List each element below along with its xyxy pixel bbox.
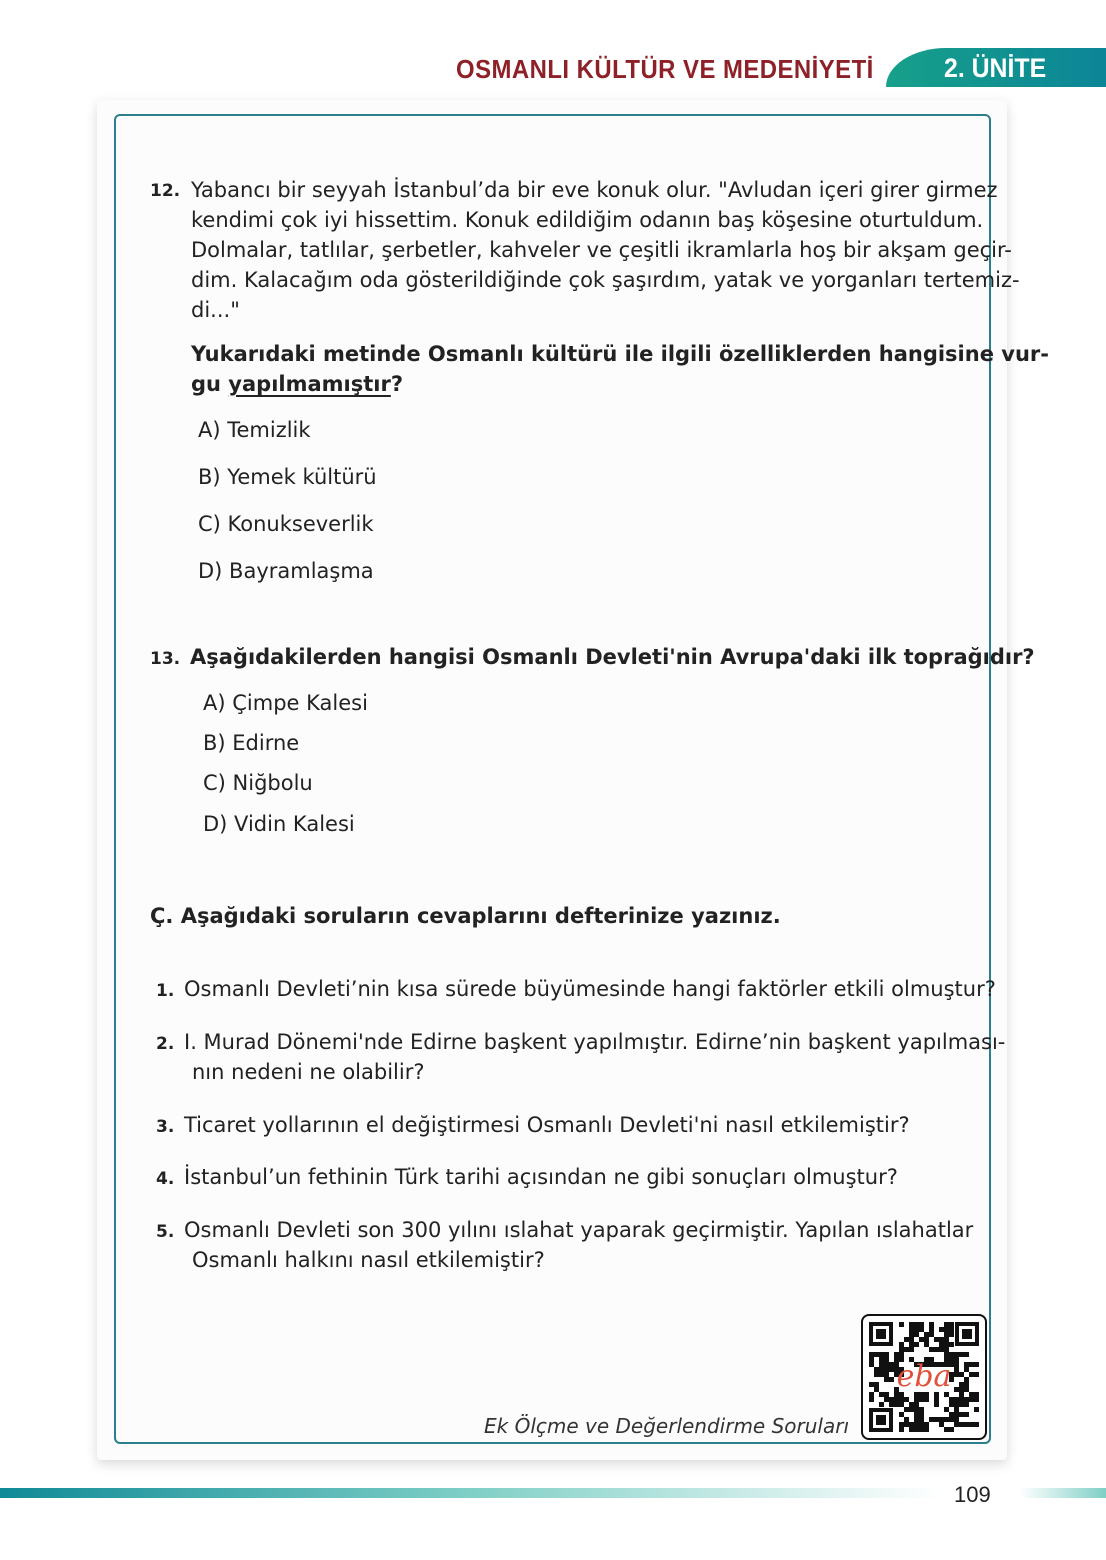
emphasis-text: yapılmamıştır	[228, 372, 391, 396]
footer-bar	[0, 1488, 940, 1498]
text-line: Osmanlı Devleti son 300 yılını ıslahat yaparak geçirmiştir. Yapılan ıslahatlar	[184, 1218, 974, 1242]
option-c[interactable]: C) Konukseverlik	[198, 512, 374, 536]
text-line: kendimi çok iyi hissettim. Konuk edildiğim odanın baş köşesine oturtuldum.	[191, 208, 984, 232]
option-d[interactable]: D) Vidin Kalesi	[203, 812, 355, 836]
question-number: 4.	[156, 1169, 175, 1189]
open-question	[184, 1027, 1005, 1087]
text-line: di..."	[191, 298, 240, 322]
open-question: Ticaret yollarının el değiştirmesi Osmanlı Devleti'ni nasıl etkilemiştir?	[184, 1113, 910, 1137]
page-number: 109	[954, 1482, 991, 1507]
question-number: 12.	[150, 181, 181, 201]
question-number: 3.	[156, 1117, 175, 1137]
question-13-prompt: Aşağıdakilerden hangisi Osmanlı Devleti'nin Avrupa'daki ilk toprağıdır?	[190, 645, 1035, 669]
question-number: 2.	[156, 1034, 175, 1054]
section-heading: Ç. Aşağıdaki soruların cevaplarını defterinize yazınız.	[150, 904, 781, 928]
qr-code[interactable]	[861, 1314, 987, 1440]
extra-assessment-label: Ek Ölçme ve Değerlendirme Soruları	[484, 1414, 850, 1438]
question-number: 5.	[156, 1222, 175, 1242]
prompt-line	[191, 369, 1049, 399]
option-b[interactable]: B) Yemek kültürü	[198, 465, 377, 489]
text-line: Osmanlı halkını nasıl etkilemiştir?	[192, 1248, 545, 1272]
text-line: dim. Kalacağım oda gösterildiğinde çok şaşırdım, yatak ve yorganları tertemiz-	[191, 268, 1020, 292]
question-number: 1.	[156, 981, 175, 1001]
footer-bar	[1020, 1488, 1106, 1498]
text-line: Dolmalar, tatlılar, şerbetler, kahveler ve çeşitli ikramlarla hoş bir akşam geçir-	[191, 238, 1012, 262]
option-b[interactable]: B) Edirne	[203, 731, 300, 755]
prompt-text: gu	[191, 372, 229, 396]
text-line: nın nedeni ne olabilir?	[192, 1060, 425, 1084]
question-12-text	[191, 175, 1020, 325]
open-question: Osmanlı Devleti’nin kısa sürede büyümesinde hangi faktörler etkili olmuştur?	[184, 977, 996, 1001]
text-line: Yabancı bir seyyah İstanbul’da bir eve konuk olur. "Avludan içeri girer girmez	[191, 178, 998, 202]
open-question: İstanbul’un fethinin Türk tarihi açısından ne gibi sonuçları olmuştur?	[184, 1165, 898, 1189]
question-number: 13.	[150, 649, 181, 669]
eba-logo: eba	[896, 1359, 952, 1394]
chapter-title: OSMANLI KÜLTÜR VE MEDENİYETİ	[456, 54, 874, 84]
open-question	[184, 1215, 973, 1275]
option-c[interactable]: C) Niğbolu	[203, 771, 313, 795]
option-d[interactable]: D) Bayramlaşma	[198, 559, 374, 583]
prompt-text: ?	[390, 372, 403, 396]
option-a[interactable]: A) Çimpe Kalesi	[203, 691, 368, 715]
question-12-prompt	[191, 339, 1049, 399]
qr-pattern-icon	[863, 1316, 985, 1438]
unit-label: 2. ÜNİTE	[944, 53, 1047, 83]
text-line: I. Murad Dönemi'nde Edirne başkent yapılmıştır. Edirne’nin başkent yapılması-	[184, 1030, 1006, 1054]
option-a[interactable]: A) Temizlik	[198, 418, 311, 442]
prompt-line: Yukarıdaki metinde Osmanlı kültürü ile ilgili özelliklerden hangisine vur-	[191, 342, 1049, 366]
